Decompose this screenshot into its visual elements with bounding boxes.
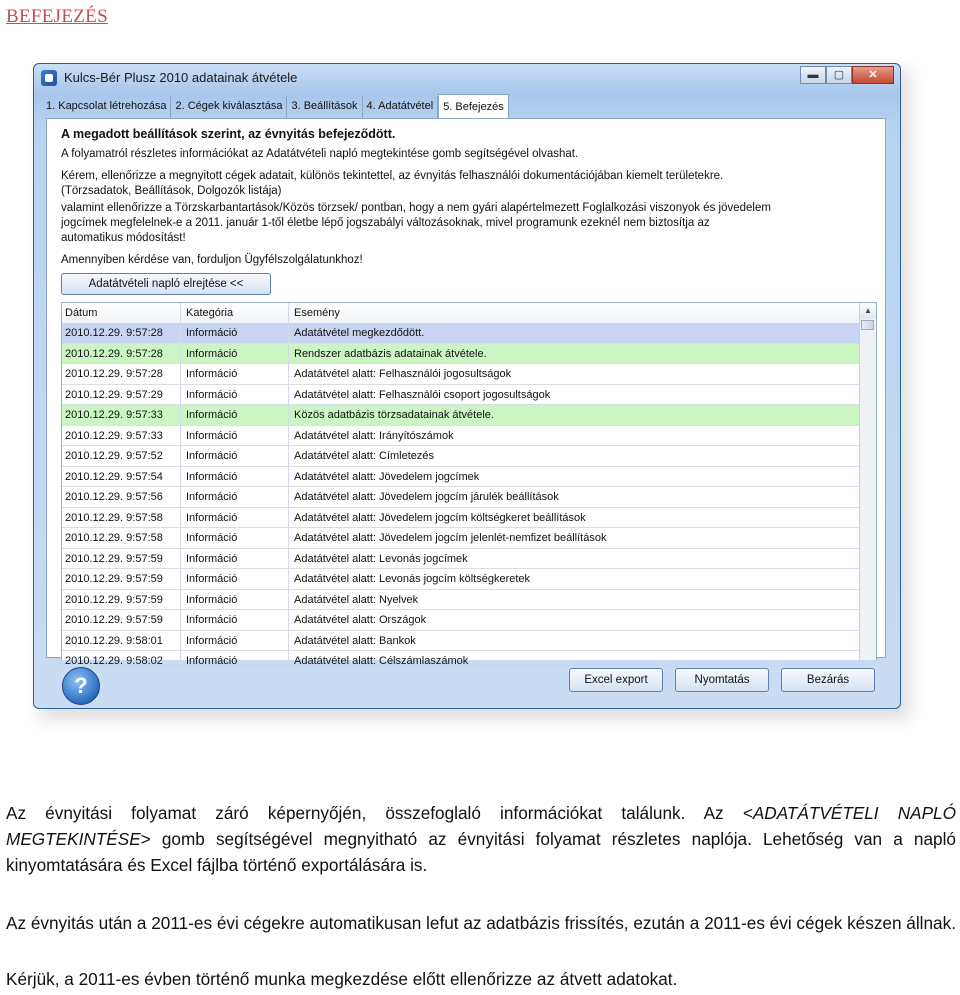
text-run: Az évnyitási folyamat záró képernyőjén, összefoglaló információkat találunk. Az [6,803,743,823]
log-event: Közös adatbázis törzsadatainak átvétele. [294,409,494,421]
tab-kapcsolat[interactable]: 1. Kapcsolat létrehozása [42,96,171,118]
help-button[interactable]: ? [62,667,100,705]
info-line: (Törzsadatok, Beállítások, Dolgozók listája) [61,185,282,197]
log-category: Információ [186,573,238,585]
log-event: Adatátvétel alatt: Felhasználói jogosultságok [294,368,512,380]
text-run: > gomb segítségével megnyitható az évnyitási folyamat részletes naplója. [140,829,752,849]
log-row[interactable] [62,610,862,631]
log-event: Adatátvétel alatt: Jövedelem jogcímek [294,470,480,483]
log-event: Rendszer adatbázis adatainak átvétele. [294,347,487,360]
text-run-italic: <ADATÁTVÉTELI [742,803,879,823]
hide-log-button[interactable]: Adatátvételi napló elrejtése << [61,273,271,295]
log-category: Információ [186,450,238,462]
log-date: 2010.12.29. 9:57:58 [65,532,163,544]
log-category: Információ [186,388,238,401]
log-row[interactable] [62,631,862,652]
scroll-thumb[interactable] [861,320,874,330]
text-run-italic: NAPLÓ MEGTEKINTÉSE [6,803,956,849]
log-category: Információ [186,532,238,544]
log-category: Információ [186,327,238,339]
tab-adatatvetel[interactable]: 4. Adatátvétel [363,96,439,118]
column-header-event[interactable]: Esemény [294,307,340,319]
log-event: Adatátvétel alatt: Országok [294,614,427,626]
tab-befejezes[interactable]: 5. Befejezés [438,94,509,121]
text-run: Lehetőség van a napló kinyomtatására és Excel fájlba történő exportálására is. [6,829,956,875]
excel-export-button[interactable]: Excel export [569,668,663,692]
log-row[interactable] [62,323,862,344]
paragraph-check: Kérjük, a 2011-es évben történő munka megkezdése előtt ellenőrizze az átvett adatokat. [6,969,678,989]
log-row[interactable] [62,467,862,488]
log-event: Adatátvétel alatt: Levonás jogcímek [294,552,468,565]
result-headline: A megadott beállítások szerint, az évnyitás befejeződött. [61,127,396,141]
log-date: 2010.12.29. 9:57:52 [65,450,163,462]
log-event: Adatátvétel alatt: Irányítószámok [294,429,454,442]
log-event: Adatátvétel alatt: Bankok [294,634,416,647]
log-row[interactable] [62,528,862,549]
log-date: 2010.12.29. 9:57:59 [65,552,163,565]
log-event: Adatátvétel alatt: Nyelvek [294,593,419,606]
log-date: 2010.12.29. 9:57:28 [65,327,163,339]
log-event: Adatátvétel alatt: Jövedelem jogcím járulék beállítások [294,491,559,503]
log-event: Adatátvétel alatt: Címletezés [294,450,435,462]
wizard-window [33,63,901,709]
info-line: Kérem, ellenőrizze a megnyitott cégek adatait, különös tekintettel, az évnyitás felhasználói dokumentációjában kiemelt területekre. [61,170,724,182]
log-category: Információ [186,347,238,360]
info-line: valamint ellenőrizze a Törzskarbantartások/Közös törzsek/ pontban, hogy a nem gyári alapértelmezett Foglalkozási viszonyok és jövedelem [61,202,771,214]
print-button[interactable]: Nyomtatás [675,668,769,692]
info-line: jogcímek megfelelnek-e a 2011. január 1-től életbe lépő jogszabályi változásoknak, mivel programunk ezeknél nem biztosítja az [61,217,710,229]
maximize-button[interactable]: ▢ [826,66,852,84]
title-bar[interactable] [34,64,900,92]
log-event: Adatátvétel alatt: Felhasználói csoport jogosultságok [294,388,551,401]
log-date: 2010.12.29. 9:57:59 [65,573,163,585]
log-row[interactable] [62,569,862,590]
log-category: Információ [186,368,238,380]
log-date: 2010.12.29. 9:57:33 [65,409,163,421]
log-category: Információ [186,511,238,524]
paragraph-intro [6,800,956,878]
log-event: Adatátvétel alatt: Jövedelem jogcím költségkeret beállítások [294,511,586,524]
log-grid [61,302,877,667]
log-row[interactable] [62,385,862,406]
tab-cegek[interactable]: 2. Cégek kiválasztása [171,96,287,118]
log-header [62,303,862,324]
log-date: 2010.12.29. 9:57:59 [65,614,163,626]
log-category: Információ [186,614,238,626]
log-event: Adatátvétel alatt: Jövedelem jogcím jelenlét-nemfizet beállítások [294,532,607,544]
log-date: 2010.12.29. 9:57:54 [65,470,163,483]
tab-beallitasok[interactable]: 3. Beállítások [287,96,362,118]
log-event: Adatátvétel alatt: Levonás jogcím költségkeretek [294,573,531,585]
column-header-date[interactable]: Dátum [65,307,98,319]
log-date: 2010.12.29. 9:57:28 [65,368,163,380]
column-header-category[interactable]: Kategória [186,307,234,319]
log-row[interactable] [62,508,862,529]
log-category: Információ [186,655,238,667]
tab-content [46,118,886,667]
section-heading: BEFEJEZÉS [6,6,108,27]
log-row[interactable] [62,446,862,467]
log-category: Információ [186,470,238,483]
log-date: 2010.12.29. 9:57:33 [65,429,163,442]
close-window-button[interactable]: ✕ [852,66,894,84]
log-date: 2010.12.29. 9:57:59 [65,593,163,606]
paragraph-update: Az évnyitás után a 2011-es évi cégekre automatikusan lefut az adatbázis frissítés, ezután a 2011-es évi cégek készen állnak. [6,913,956,933]
log-date: 2010.12.29. 9:58:02 [65,655,163,667]
log-category: Információ [186,593,238,606]
log-row[interactable] [62,549,862,570]
log-category: Információ [186,552,238,565]
log-date: 2010.12.29. 9:58:01 [65,634,163,647]
log-row[interactable] [62,344,862,365]
log-row[interactable] [62,487,862,508]
log-scrollbar[interactable] [859,303,876,660]
log-date: 2010.12.29. 9:57:58 [65,511,163,524]
info-line: A folyamatról részletes információkat az Adatátvételi napló megtekintése gomb segítségével olvashat. [61,148,579,160]
log-category: Információ [186,491,238,503]
log-category: Információ [186,429,238,442]
log-event: Adatátvétel megkezdődött. [294,327,425,339]
log-category: Információ [186,409,238,421]
log-row[interactable] [62,405,862,426]
log-event: Adatátvétel alatt: Célszámlaszámok [294,655,469,667]
scroll-up-icon[interactable]: ▲ [860,303,876,319]
wizard-tabs [42,96,509,118]
log-date: 2010.12.29. 9:57:29 [65,388,163,401]
minimize-button[interactable]: ▬ [800,66,826,84]
window-title: Kulcs-Bér Plusz 2010 adatainak átvétele [64,70,298,85]
info-line: Amennyiben kérdése van, forduljon Ügyfélszolgálatunkhoz! [61,254,363,266]
info-line: automatikus módosítást! [61,232,186,244]
log-date: 2010.12.29. 9:57:28 [65,347,163,360]
log-row[interactable] [62,364,862,385]
log-row[interactable] [62,426,862,447]
log-row[interactable] [62,590,862,611]
close-button[interactable]: Bezárás [781,668,875,692]
app-icon [41,70,57,86]
log-category: Információ [186,634,238,647]
log-date: 2010.12.29. 9:57:56 [65,491,163,503]
